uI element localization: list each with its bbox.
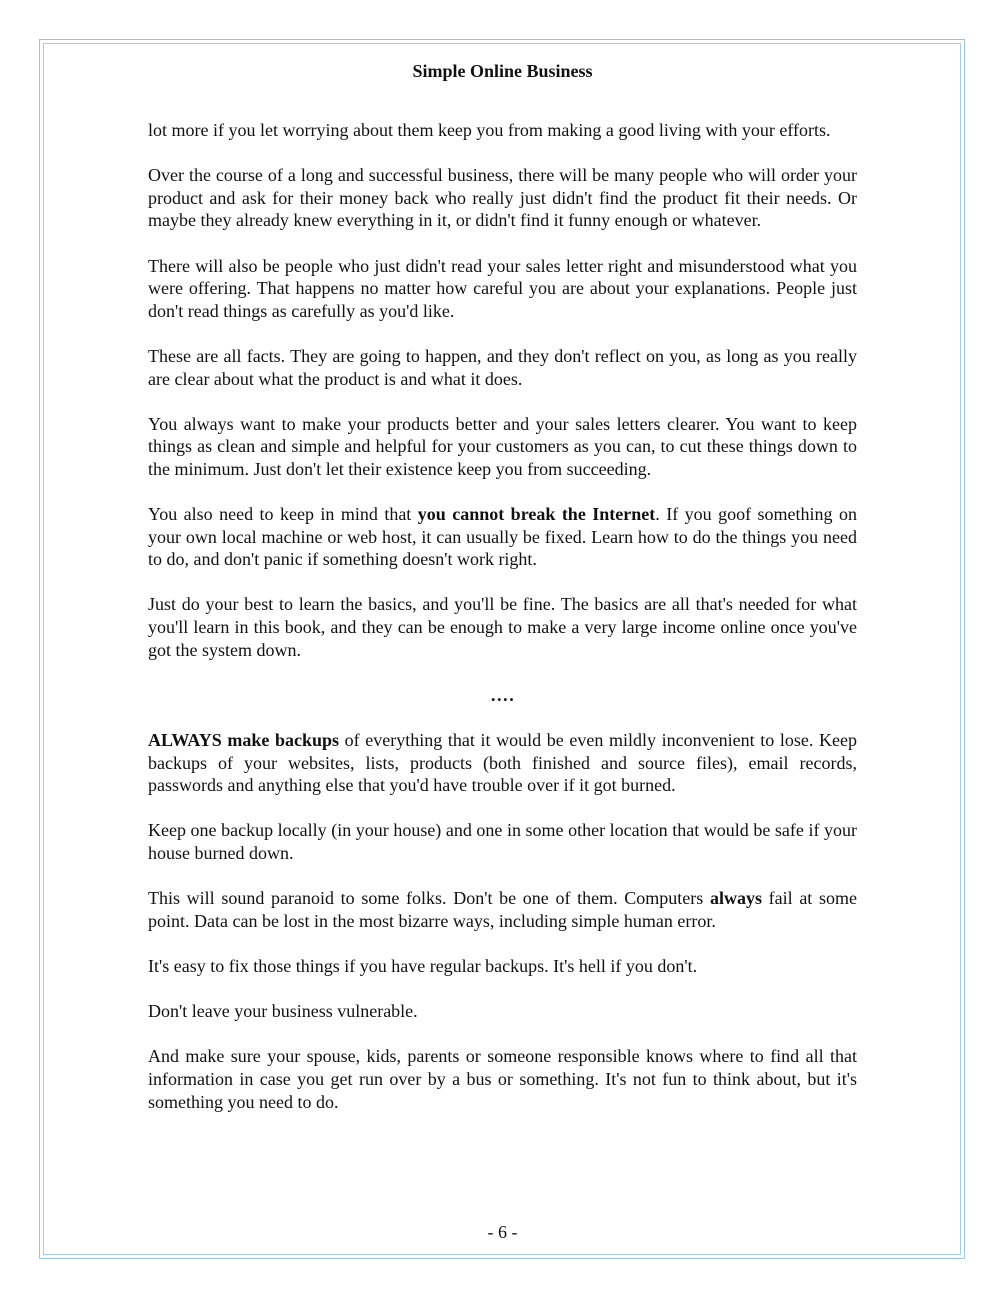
paragraph-5: You always want to make your products better and your sales letters clearer. You want to keep things as clean and simple and helpful for your customers as you can, to cut these things down to the minimum. Just don't let their existence keep you from succeeding. xyxy=(148,413,857,479)
paragraph-6-text-before: You also need to keep in mind that xyxy=(148,504,418,525)
page-header-title: Simple Online Business xyxy=(412,61,593,81)
paragraph-8 xyxy=(148,729,857,797)
section-divider: …. xyxy=(490,684,515,705)
paragraph-13: And make sure your spouse, kids, parents or someone responsible knows where to find all that information in case you get run over by a bus or something. It's not fun to think about, but it's something you need to do. xyxy=(148,1046,857,1112)
paragraph-8-text-after: of everything that it would be even mildly inconvenient to lose. Keep backups of your websites, lists, products (both finished and source files), email records, passwords and anything else that you'd have trouble over if it got burned. xyxy=(148,730,857,796)
paragraph-8-bold: ALWAYS make backups xyxy=(148,730,340,751)
paragraph-11: It's easy to fix those things if you have regular backups. It's hell if you don't. xyxy=(148,955,698,976)
paragraph-10-text-before: This will sound paranoid to some folks. Don't be one of them. Computers xyxy=(148,888,710,909)
paragraph-6 xyxy=(148,503,857,571)
paragraph-10-text-after: fail at some point. Data can be lost in the most bizarre ways, including simple human error. xyxy=(148,888,857,931)
paragraph-1: lot more if you let worrying about them keep you from making a good living with your efforts. xyxy=(148,120,831,140)
paragraph-6-text-after: . If you goof something on your own local machine or web host, it can usually be fixed. Learn how to do the things you need to do, and don't panic if something doesn't work right. xyxy=(148,504,857,570)
page-number: - 6 - xyxy=(487,1222,518,1242)
paragraph-10 xyxy=(148,887,857,932)
paragraph-6-bold: you cannot break the Internet xyxy=(417,504,656,525)
paragraph-12: Don't leave your business vulnerable. xyxy=(148,1001,418,1022)
document-body xyxy=(148,119,857,1136)
paragraph-3: There will also be people who just didn't read your sales letter right and misunderstood what you were offering. That happens no matter how careful you are about your explanations. People just don't read things as carefully as you'd like. xyxy=(148,255,857,321)
paragraph-7: Just do your best to learn the basics, and you'll be fine. The basics are all that's needed for what you'll learn in this book, and they can be enough to make a very large income online once you've got the system down. xyxy=(148,594,857,660)
paragraph-4: These are all facts. They are going to happen, and they don't reflect on you, as long as you really are clear about what the product is and what it does. xyxy=(148,345,857,389)
paragraph-9: Keep one backup locally (in your house) and one in some other location that would be safe if your house burned down. xyxy=(148,820,857,863)
paragraph-2: Over the course of a long and successful business, there will be many people who will order your product and ask for their money back who really just didn't find the product fit their needs. Or maybe they already knew everything in it, or didn't find it funny enough or whatever. xyxy=(148,165,857,231)
paragraph-10-bold: always xyxy=(709,888,762,909)
